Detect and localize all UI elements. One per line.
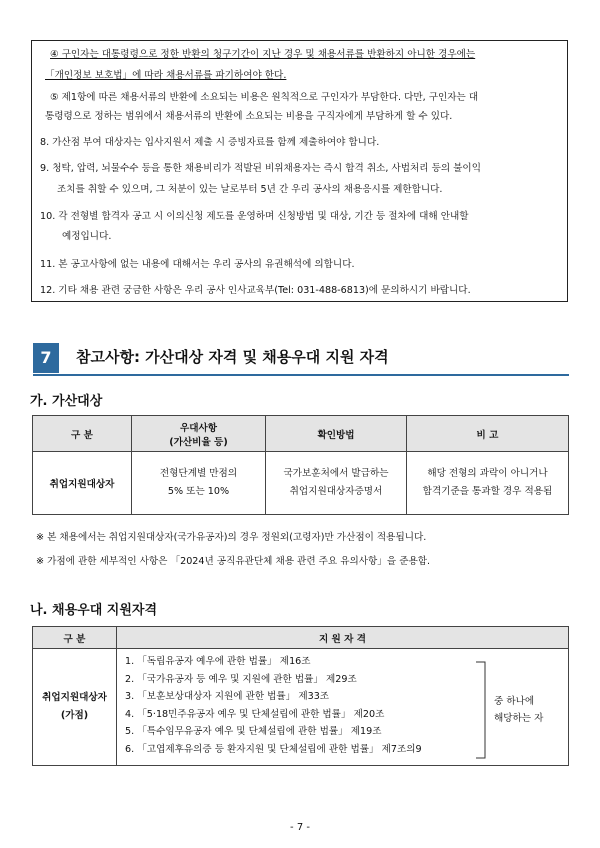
header-category: 구 분: [33, 627, 117, 649]
row-method: 국가보훈처에서 발급하는 취업지원대상자증명서: [266, 452, 407, 515]
preference-table: [32, 626, 569, 766]
list-item: 2. 「국가유공자 등 예우 및 지원에 관한 법률」 제29조: [125, 673, 357, 685]
box-line: 9. 청탁, 압력, 뇌물수수 등을 통한 채용비리가 적발된 비위채용자는 즉시 합격 취소, 사법처리 등의 불이익: [40, 163, 481, 174]
subsection-title-a: 가. 가산대상: [30, 394, 103, 409]
box-line: 10. 각 전형별 합격자 공고 시 이의신청 제도를 운영하며 신청방법 및 대상, 기간 등 절차에 대해 안내할: [40, 211, 469, 222]
qualification-summary: 중 하나에 해당하는 자: [494, 696, 544, 724]
note: ※ 가점에 관한 세부적인 사항은 「2024년 공직유관단체 채용 관련 주요 유의사항」을 준용함.: [36, 556, 431, 567]
list-item: 1. 「독립유공자 예우에 관한 법률」 제16조: [125, 656, 311, 667]
row-category: 취업지원대상자 (가점): [33, 649, 117, 766]
bracket-icon: [475, 661, 489, 759]
box-line: 「개인정보 보호법」에 따라 채용서류를 파기하여야 한다.: [45, 70, 287, 81]
qualification-cell: [117, 649, 569, 766]
box-line: 11. 본 공고사항에 없는 내용에 대해서는 우리 공사의 유권해석에 의합니다.: [40, 259, 355, 270]
box-line: 통령령으로 정하는 범위에서 채용서류의 반환에 소요되는 비용을 구직자에게 부담하게 할 수 있다.: [45, 111, 453, 122]
row-category: 취업지원대상자: [33, 452, 132, 515]
header-qualification: 지 원 자 격: [117, 627, 569, 649]
table-row: [33, 649, 569, 766]
note: ※ 본 채용에서는 취업지원대상자(국가유공자)의 경우 정원외(고령자)만 가산점이 적용됩니다.: [36, 532, 427, 543]
header-category: 구 분: [33, 416, 132, 452]
row-benefit: 전형단계별 만점의 5% 또는 10%: [132, 452, 266, 515]
box-line: 8. 가산점 부여 대상자는 입사지원서 제출 시 증빙자료를 함께 제출하여야 합니다.: [40, 137, 380, 148]
qualification-list: [117, 653, 422, 758]
bonus-table: [32, 415, 569, 515]
header-benefit: 우대사항 (가산비율 등): [132, 416, 266, 452]
section-number: 7: [33, 343, 59, 373]
list-item: 3. 「보훈보상대상자 지원에 관한 법률」 제33조: [125, 691, 330, 702]
row-remark: 해당 전형의 과락이 아니거나 합격기준을 통과할 경우 적용됨: [407, 452, 569, 515]
table-row: [33, 452, 569, 515]
header-remark: 비 고: [407, 416, 569, 452]
box-line: 예정입니다.: [62, 231, 112, 242]
box-line: ⑤ 제1항에 따른 채용서류의 반환에 소요되는 비용은 원칙적으로 구인자가 부담한다. 다만, 구인자는 대: [50, 92, 479, 103]
box-line: 12. 기타 채용 관련 궁금한 사항은 우리 공사 인사교육부(Tel: 031-488-6813)에 문의하시기 바랍니다.: [40, 285, 471, 296]
list-item: 4. 「5·18민주유공자 예우 및 단체설립에 관한 법률」 제20조: [125, 708, 385, 720]
subsection-title-b: 나. 채용우대 지원자격: [30, 603, 158, 618]
section-title: 참고사항: 가산대상 자격 및 채용우대 지원 자격: [76, 348, 389, 366]
list-item: 5. 「특수임무유공자 예우 및 단체설립에 관한 법률」 제19조: [125, 726, 382, 737]
section-divider: [33, 374, 569, 376]
box-line: ④ 구인자는 대통령령으로 정한 반환의 청구기간이 지난 경우 및 채용서류를 반환하지 아니한 경우에는: [50, 49, 476, 60]
list-item: 6. 「고엽제후유의증 등 환자지원 및 단체설립에 관한 법률」 제7조의9: [125, 743, 422, 755]
box-line: 조치를 취할 수 있으며, 그 처분이 있는 날로부터 5년 간 우리 공사의 채용응시를 제한합니다.: [57, 184, 443, 195]
page-number: - 7 -: [290, 822, 310, 833]
header-method: 확인방법: [266, 416, 407, 452]
